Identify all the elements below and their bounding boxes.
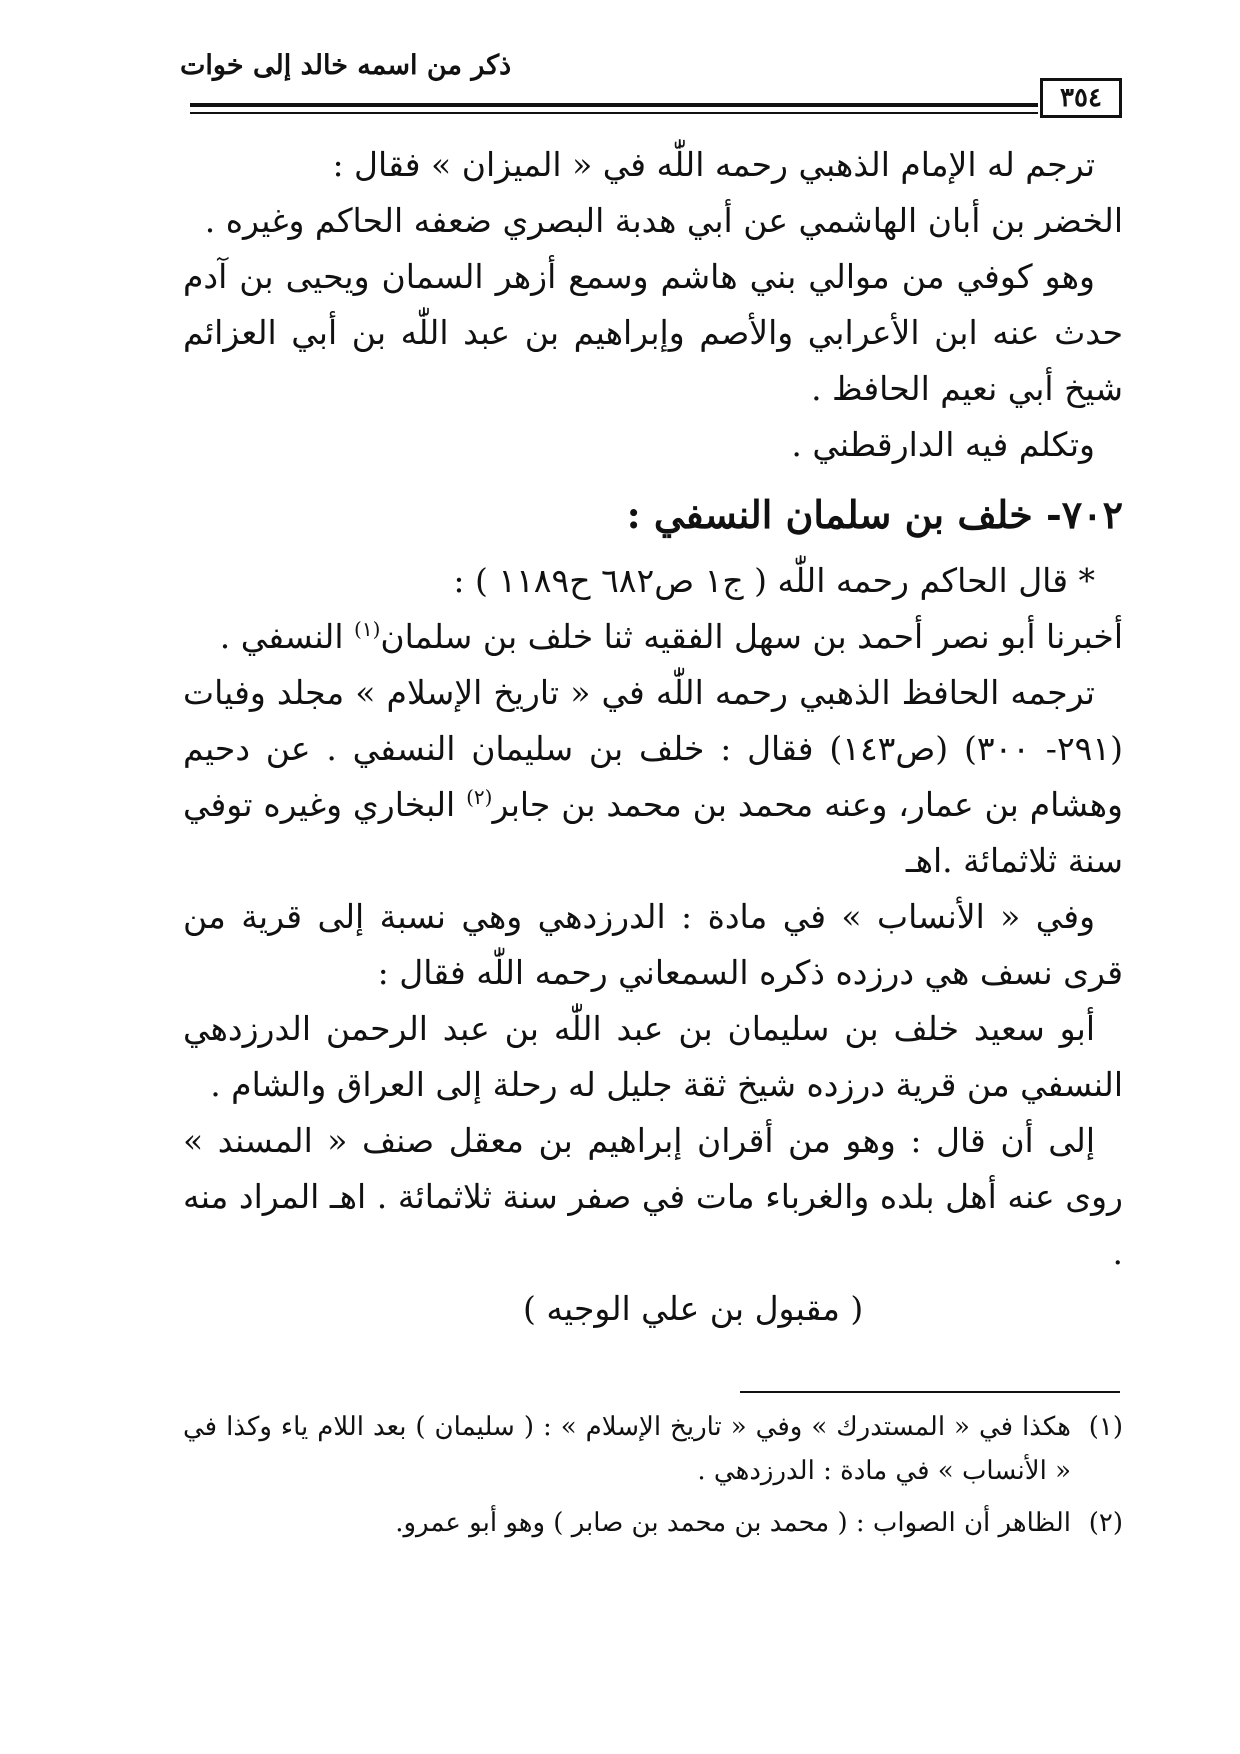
- footnote-1-number: (١): [1088, 1412, 1123, 1442]
- paragraph-2: الخضر بن أبان الهاشمي عن أبي هدبة البصري ضعفه الحاكم وغيره .: [204, 201, 1123, 240]
- paragraph-10: إلى أن قال : وهو من أقران إبراهيم بن معقل صنف « المسند » روى عنه أهل بلده والغرباء مات في صفر سنة ثلاثمائة . اهـ المراد منه .: [183, 1121, 1123, 1272]
- paragraph-6: [183, 609, 1123, 665]
- paragraph-8: وفي « الأنساب » في مادة : الدرزدهي وهي نسبة إلى قرية من قرى نسف هي درزده ذكره السمعاني رحمه اللّٰه فقال :: [183, 897, 1123, 992]
- paragraph-9: أبو سعيد خلف بن سليمان بن عبد اللّٰه بن عبد الرحمن الدرزدهي النسفي من قرية درزده شيخ ثقة جليل له رحلة إلى العراق والشام .: [183, 1009, 1123, 1104]
- footnote-1-text: هكذا في « المستدرك » وفي « تاريخ الإسلام » : ( سليمان ) بعد اللام ياء وكذا في « الأنساب » في مادة : الدرزدهي .: [183, 1412, 1071, 1486]
- footnote-separator: [740, 1391, 1120, 1393]
- paragraph-7-text-a: ترجمه الحافظ الذهبي رحمه اللّٰه في « تاريخ الإسلام » مجلد وفيات (٢٩١- ٣٠٠) (ص١٤٣) فقال : خلف بن سليمان النسفي . عن دحيم وهشام بن عمار، وعنه محمد بن محمد بن جابر: [183, 673, 1123, 824]
- footnote-2-text: الظاهر أن الصواب : ( محمد بن محمد بن صابر ) وهو أبو عمرو.: [395, 1508, 1071, 1538]
- page-number: ٣٥٤: [1040, 78, 1122, 118]
- header-rule-thick: [190, 103, 1038, 107]
- author-signature: ( مقبول بن علي الوجيه ): [523, 1289, 864, 1328]
- paragraph-5: * قال الحاكم رحمه اللّٰه ( ج١ ص٦٨٢ ح١١٨٩ ) :: [453, 561, 1095, 600]
- footnote-ref-2: (٢): [466, 785, 493, 809]
- footnote-1: [183, 1405, 1123, 1493]
- paragraph-6-text-b: النسفي .: [219, 617, 355, 656]
- main-text: [183, 137, 1123, 1337]
- entry-heading: ٧٠٢- خلف بن سلمان النسفي :: [626, 492, 1123, 537]
- header-rule-thin: [190, 112, 1038, 114]
- paragraph-4: وتكلم فيه الدارقطني .: [791, 425, 1095, 464]
- running-title: ذكر من اسمه خالد إلى خوات: [180, 50, 512, 81]
- paragraph-1: ترجم له الإمام الذهبي رحمه اللّٰه في « الميزان » فقال :: [332, 145, 1095, 184]
- paragraph-3: وهو كوفي من موالي بني هاشم وسمع أزهر السمان ويحيى بن آدم حدث عنه ابن الأعرابي والأصم وإبراهيم بن عبد اللّٰه بن أبي العزائم شيخ أبي نعيم الحافظ .: [183, 257, 1123, 408]
- footnote-2: [183, 1501, 1123, 1545]
- footnotes: [183, 1405, 1123, 1553]
- footnote-2-number: (٢): [1088, 1508, 1123, 1538]
- paragraph-7-text-b: البخاري وغيره توفي سنة ثلاثمائة .اهـ: [183, 785, 1123, 880]
- footnote-ref-1: (١): [354, 617, 381, 641]
- paragraph-6-text-a: أخبرنا أبو نصر أحمد بن سهل الفقيه ثنا خلف بن سلمان: [380, 617, 1123, 656]
- paragraph-7: [183, 665, 1123, 889]
